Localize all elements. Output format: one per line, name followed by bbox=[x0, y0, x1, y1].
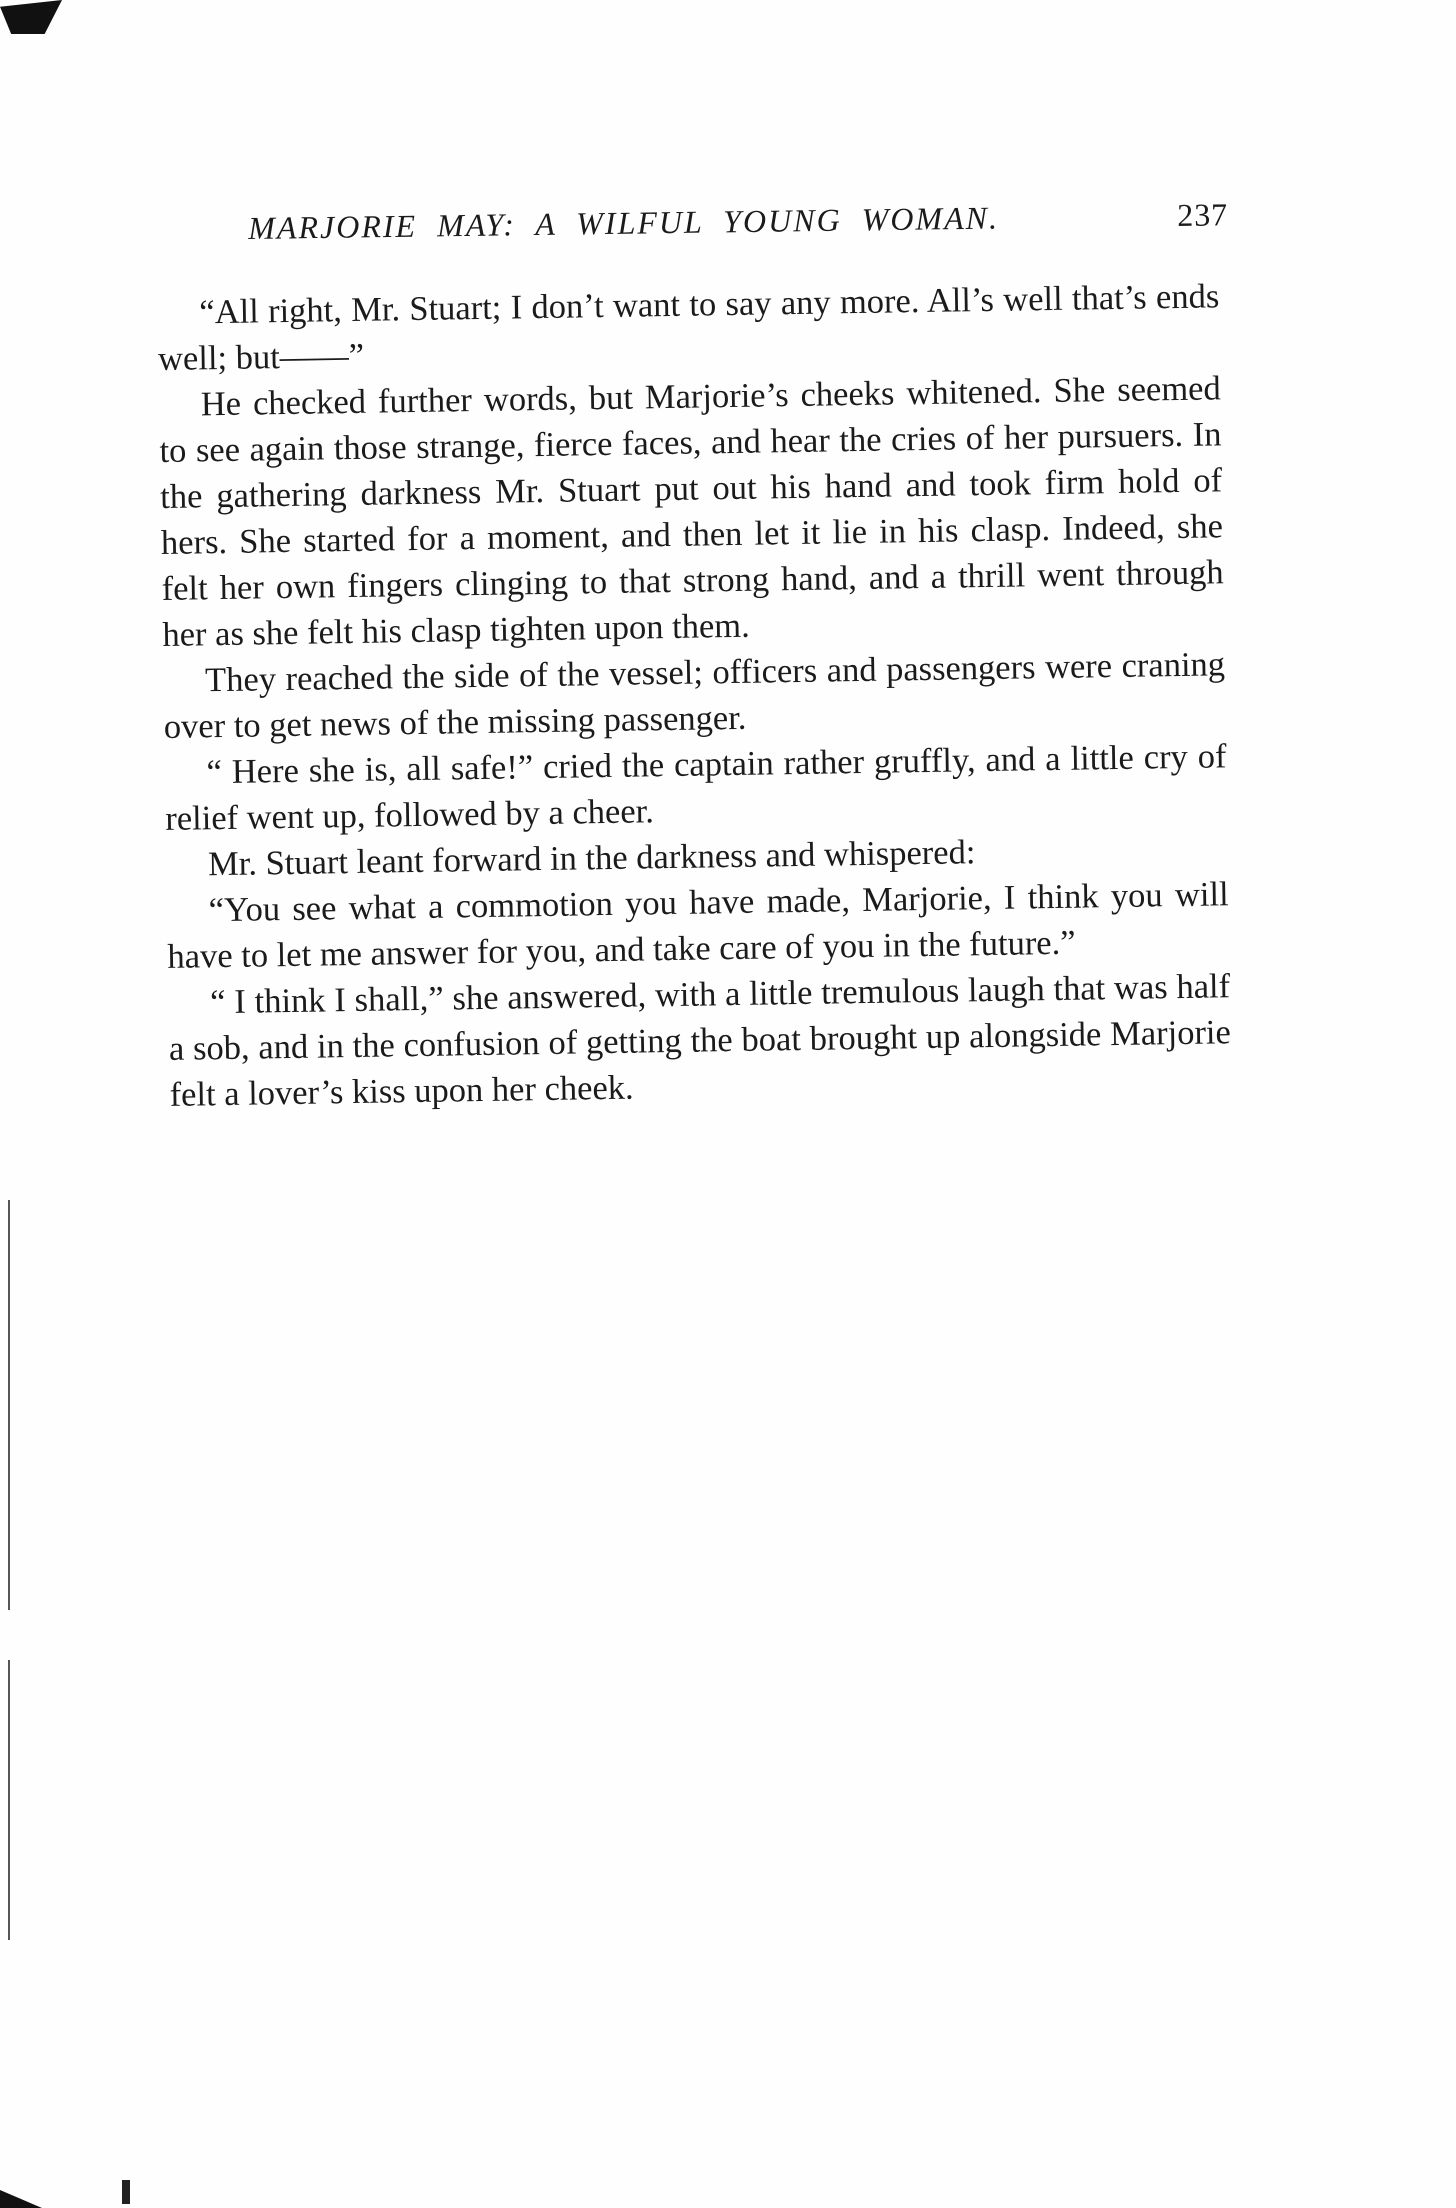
paragraph: “ Here she is, all safe!” cried the captain rather gruffly, and a little cry of relief went up, followed by a cheer. bbox=[165, 737, 1227, 838]
page-number: 237 bbox=[1176, 196, 1229, 234]
margin-line bbox=[8, 1660, 10, 1940]
paragraph: “You see what a commotion you have made, Marjorie, I think you will have to let me answer for you, and take care of you in the future.” bbox=[167, 875, 1229, 976]
paragraph: Mr. Stuart leant forward in the darkness and whispered: bbox=[207, 833, 976, 884]
running-head bbox=[248, 196, 1229, 270]
scan-mark bbox=[0, 0, 62, 34]
paragraph: They reached the side of the vessel; officers and passengers were craning over to get news of the missing passenger. bbox=[163, 645, 1226, 746]
margin-line bbox=[8, 1200, 10, 1610]
body-text bbox=[157, 273, 1232, 1118]
running-title: MARJORIE MAY: A WILFUL YOUNG WOMAN. bbox=[248, 199, 1000, 246]
paragraph: “All right, Mr. Stuart; I don’t want to say any more. All’s well that’s ends well; but——” bbox=[157, 277, 1220, 378]
paragraph: He checked further words, but Marjorie’s cheeks whitened. She seemed to see again those strange, fierce faces, and hear the cries of her pursuers. In the gathering darkness Mr. Stuart put out his hand and took firm hold of hers. She started for a moment, and then let it lie in his clasp. Indeed, she felt her own fingers clinging to that strong hand, and a thrill went through her as she felt his clasp tighten upon them. bbox=[159, 369, 1224, 654]
scan-mark bbox=[122, 2180, 130, 2204]
paragraph: “ I think I shall,” she answered, with a little tremulous laugh that was half a sob, and in the confusion of getting the boat brought up alongside Marjorie felt a lover’s kiss upon her cheek. bbox=[168, 967, 1232, 1114]
scan-mark bbox=[0, 2190, 42, 2208]
